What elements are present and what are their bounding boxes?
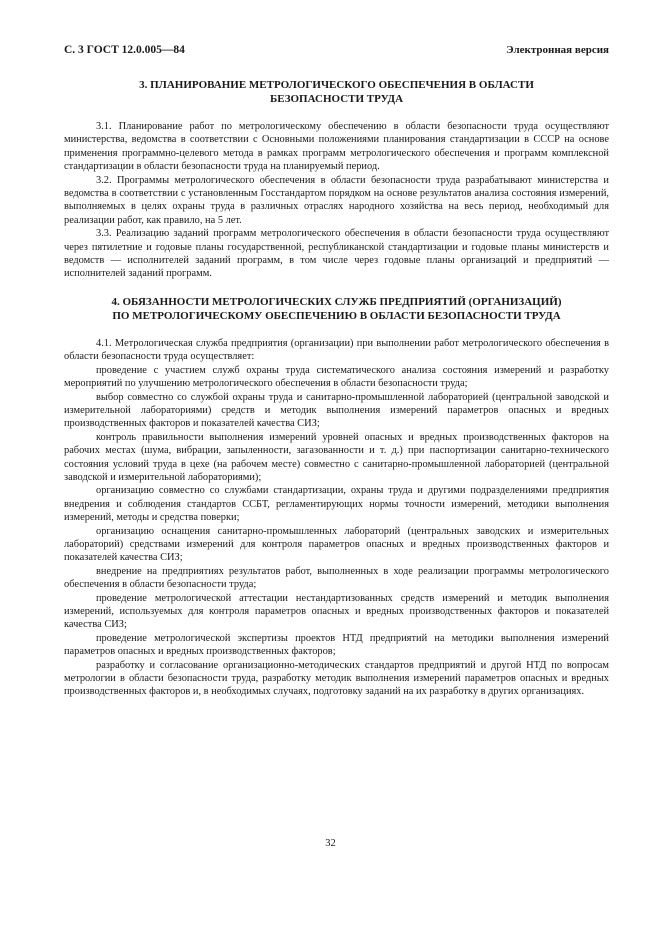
section-3 — [64, 78, 609, 281]
paragraph-3-1: 3.1. Планирование работ по метрологическому обеспечению в области безопасности труда осуществляют министерства, ведомства в соответствии с Основными положениями планирования стандартизации в СССР на основе применения программно-целевого метода в рамках программ метрологического обеспечения и программ комплексной стандартизации в области безопасности труда на планируемый период. — [64, 121, 609, 173]
paragraph-4-1: 4.1. Метрологическая служба предприятия (организации) при выполнении работ метрологического обеспечения в области безопасности труда осуществляет: — [64, 337, 609, 363]
list-item: внедрение на предприятиях результатов работ, выполненных в ходе реализации программы метрологического обеспечения в области безопасности труда; — [64, 565, 609, 591]
list-item: проведение метрологической аттестации нестандартизованных средств измерений и методик выполнения измерений, используемых для контроля параметров опасных и вредных производственных факторов и показателей качества СИЗ; — [64, 592, 609, 631]
section-3-title: 3. ПЛАНИРОВАНИЕ МЕТРОЛОГИЧЕСКОГО ОБЕСПЕЧЕНИЯ В ОБЛАСТИ БЕЗОПАСНОСТИ ТРУДА — [139, 79, 534, 105]
page-header — [64, 44, 609, 56]
list-item: разработку и согласование организационно-методических стандартов предприятий и другой НТД по вопросам метрологии в области безопасности труда, разработку методик выполнения измерений параметров опасных и вредных производственных факторов и, в необходимых случаях, подготовку заданий на их разработку в других организациях. — [64, 659, 609, 698]
paragraph-3-2: 3.2. Программы метрологического обеспечения в области безопасности труда разрабатывают министерства и ведомства в соответствии с установленным Госстандартом порядком на основе результатов анализа состояния измерений, выполняемых в целях охраны труда в различных отраслях народного хозяйства на весь период, необходимый для реализации работ, как правило, на 5 лет. — [64, 174, 609, 226]
page-number: 32 — [325, 838, 336, 849]
list-item: контроль правильности выполнения измерений уровней опасных и вредных производственных факторов на рабочих местах (шума, вибрации, запыленности, загазованности и т. д.) при паспортизации санитарно-технического состояния условий труда в цехе (на рабочем месте) совместно с санитарно-промышленной лабораторией (центральной заводской и измерительной лабораториями); — [64, 431, 609, 483]
standard-reference: С. 3 ГОСТ 12.0.005—84 — [64, 44, 185, 56]
list-item: организацию оснащения санитарно-промышленных лабораторий (центральных заводских и измерительных лабораторий) средствами измерений для контроля параметров опасных и вредных производственных факторов и показателей качества СИЗ; — [64, 525, 609, 564]
section-4-title: 4. ОБЯЗАННОСТИ МЕТРОЛОГИЧЕСКИХ СЛУЖБ ПРЕДПРИЯТИЙ (ОРГАНИЗАЦИЙ) ПО МЕТРОЛОГИЧЕСКОМУ ОБЕСПЕЧЕНИЮ В ОБЛАСТИ БЕЗОПАСНОСТИ ТРУДА — [111, 295, 562, 322]
list-item: выбор совместно со службой охраны труда и санитарно-промышленной лабораторией (центральной заводской и измерительной лабораториями) средств и методик выполнения измерений параметров опасных и вредных производственных факторов и показателей качества СИЗ; — [64, 391, 609, 430]
list-item: организацию совместно со службами стандартизации, охраны труда и другими подразделениями предприятия внедрения и соблюдения стандартов ССБТ, регламентирующих нормы точности измерений, методики выполнения измерений, методы и средства поверки; — [64, 485, 609, 524]
edition-label: Электронная версия — [506, 44, 609, 56]
list-item: проведение с участием служб охраны труда систематического анализа состояния измерений и разработку мероприятий по улучшению метрологического обеспечения в области безопасности труда; — [64, 364, 609, 390]
list-item: проведение метрологической экспертизы проектов НТД предприятий на методики выполнения измерений параметров опасных и вредных производственных факторов; — [64, 632, 609, 658]
section-4 — [64, 295, 609, 699]
paragraph-3-3: 3.3. Реализацию заданий программ метрологического обеспечения в области безопасности труда осуществляют через пятилетние и годовые планы государственной, республиканской стандартизации и годовые планы министерств и ведомств — исполнителей заданий программ, в том числе через годовые планы организаций и предприятий — исполнителей заданий программ. — [64, 228, 609, 280]
